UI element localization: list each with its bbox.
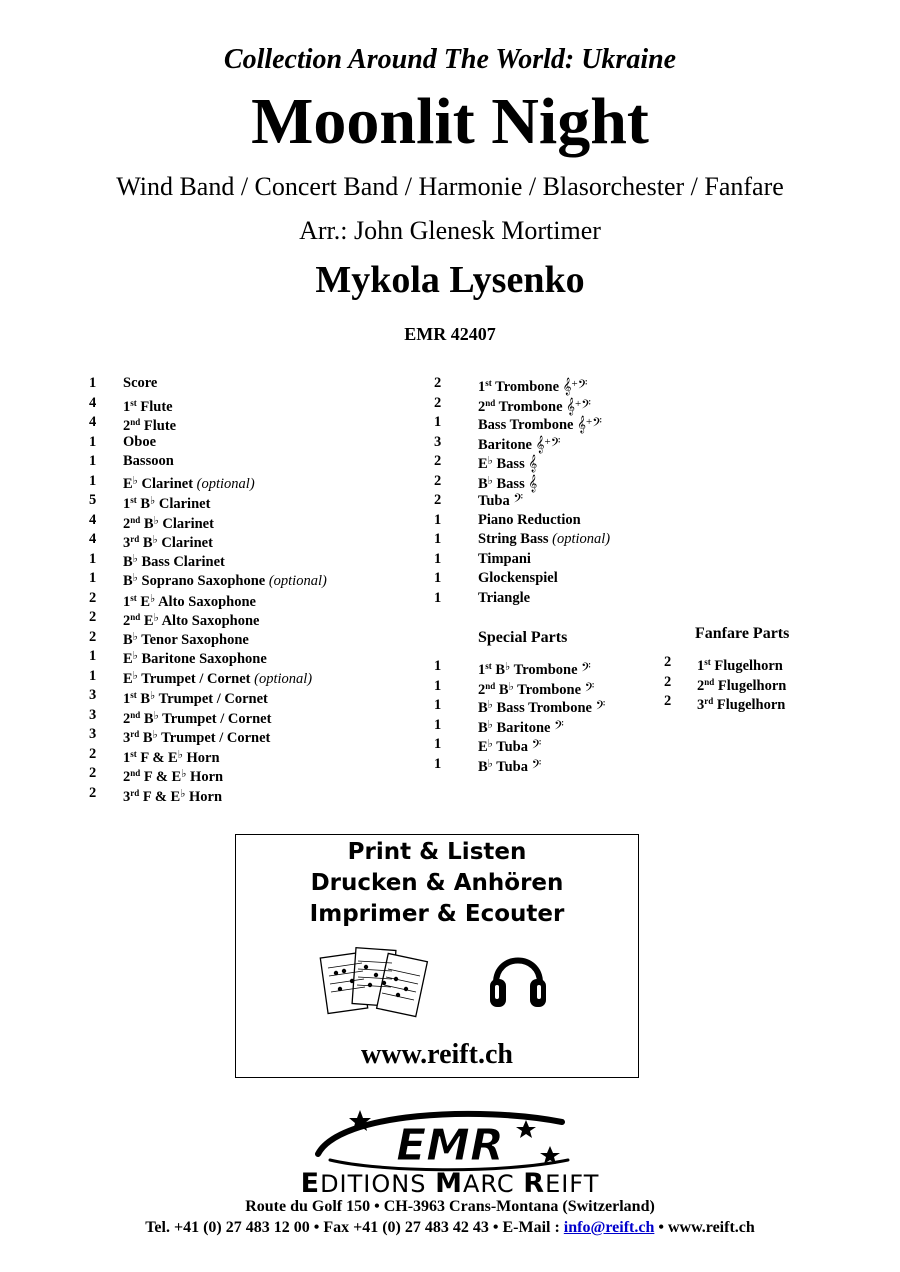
part-quantity: 4 <box>89 414 97 430</box>
part-quantity: 3 <box>89 706 97 723</box>
part-row <box>434 394 664 414</box>
part-quantity: 1 <box>434 570 442 586</box>
part-row <box>434 452 664 472</box>
part-quantity: 1 <box>434 550 442 567</box>
part-ordinal: 3 <box>123 535 131 551</box>
promo-url: www.reift.ch <box>361 1039 513 1070</box>
part-label: B <box>136 496 151 512</box>
brand-r: R <box>523 1168 546 1199</box>
part-label: Flute <box>140 418 177 434</box>
emr-logo-text: EMR <box>396 1120 504 1171</box>
special-parts-heading: Special Parts <box>478 629 568 646</box>
part-name <box>697 692 785 716</box>
part-ordinal: 1 <box>123 593 131 610</box>
part-row <box>434 569 664 589</box>
bass-clef-icon: 𝄢 <box>592 415 602 433</box>
bass-clef-icon: 𝄢 <box>550 434 561 453</box>
part-name <box>478 511 581 531</box>
treble-clef-icon: 𝄞 <box>535 434 545 453</box>
part-label: Trombone <box>491 379 563 395</box>
flat-symbol: ♭ <box>152 534 158 546</box>
part-label-rest: Trombone <box>513 681 585 698</box>
part-name <box>478 755 541 778</box>
part-row <box>89 569 419 589</box>
part-quantity: 2 <box>89 609 97 625</box>
part-quantity: 1 <box>434 658 442 674</box>
part-name <box>478 550 531 570</box>
part-label: Oboe <box>123 433 157 450</box>
part-row <box>434 550 664 570</box>
contact-phone-fax: Tel. +41 (0) 27 483 12 00 • Fax +41 (0) 27 483 42 43 • E-Mail : <box>145 1219 564 1236</box>
publisher-contact <box>0 1219 900 1237</box>
part-quantity: 2 <box>434 394 442 411</box>
part-quantity: 2 <box>434 472 442 489</box>
fanfare-parts-list <box>664 653 844 712</box>
part-row <box>89 452 419 472</box>
promo-line-3: Imprimer & Ecouter <box>309 901 565 927</box>
brand-part-1: DITIONS <box>320 1170 436 1198</box>
flat-symbol: ♭ <box>150 690 156 702</box>
part-label-rest: Clarinet <box>137 475 197 492</box>
part-ordinal: 2 <box>697 677 705 694</box>
part-label: Triangle <box>478 589 531 606</box>
part-ordinal: 2 <box>123 613 131 629</box>
part-label: Flugelhorn <box>713 697 786 713</box>
part-label: Trombone <box>495 398 567 415</box>
part-row <box>434 755 664 775</box>
part-quantity: 3 <box>434 433 442 450</box>
part-quantity: 1 <box>89 667 97 684</box>
part-row <box>89 628 419 648</box>
part-quantity: 3 <box>89 726 97 742</box>
part-label-rest: Trombone <box>510 662 582 678</box>
flat-symbol: ♭ <box>132 650 138 662</box>
part-label: Flute <box>136 398 173 415</box>
part-label: B <box>495 681 509 698</box>
ordinal-suffix: st <box>485 378 492 388</box>
part-label: E <box>123 651 133 667</box>
flat-symbol: ♭ <box>132 474 138 487</box>
part-label-rest: Trumpet / Cornet <box>155 691 268 707</box>
special-parts-list <box>434 657 664 774</box>
part-row <box>434 589 664 609</box>
parts-list-right <box>434 374 664 608</box>
part-label: Score <box>123 375 158 391</box>
part-label: E <box>136 593 151 610</box>
part-name <box>123 784 222 808</box>
optional-note: (optional) <box>552 531 611 547</box>
part-label-rest: Soprano Saxophone <box>137 573 269 589</box>
part-row <box>434 716 664 736</box>
part-row <box>434 472 664 492</box>
ordinal-suffix: st <box>130 592 137 603</box>
flat-symbol: ♭ <box>487 474 493 487</box>
flat-symbol: ♭ <box>153 709 159 722</box>
part-label: Timpani <box>478 550 531 567</box>
part-quantity: 4 <box>89 531 97 547</box>
fanfare-parts-heading: Fanfare Parts <box>695 625 790 642</box>
part-quantity: 1 <box>434 414 442 430</box>
part-quantity: 4 <box>89 511 97 528</box>
ordinal-suffix: rd <box>130 534 140 544</box>
part-row <box>89 530 419 550</box>
flat-symbol: ♭ <box>153 514 159 527</box>
part-row <box>89 784 419 804</box>
flat-symbol: ♭ <box>177 748 183 761</box>
part-ordinal: 1 <box>123 398 131 415</box>
part-ordinal: 2 <box>123 515 131 532</box>
part-label: E <box>478 456 488 472</box>
part-ordinal: 3 <box>697 697 705 713</box>
part-row <box>89 745 419 765</box>
part-label: B <box>123 553 133 570</box>
bass-clef-icon: 𝄢 <box>554 717 564 736</box>
part-row <box>434 491 664 511</box>
ordinal-suffix: nd <box>130 514 141 525</box>
clef-plus: + <box>575 397 582 410</box>
part-quantity: 1 <box>89 570 97 586</box>
part-row <box>89 706 419 726</box>
contact-website: • www.reift.ch <box>654 1219 755 1236</box>
ordinal-suffix: nd <box>485 680 496 691</box>
part-row <box>89 472 419 492</box>
part-quantity: 2 <box>89 784 97 801</box>
part-label: B <box>139 730 153 746</box>
part-label: F & E <box>136 749 178 766</box>
part-row <box>89 667 419 687</box>
part-label-rest: Bass Clarinet <box>137 553 225 570</box>
brand-m: M <box>435 1168 463 1199</box>
flat-symbol: ♭ <box>153 612 159 624</box>
part-label: Glockenspiel <box>478 570 558 586</box>
part-quantity: 1 <box>89 472 97 489</box>
part-quantity: 2 <box>89 628 97 645</box>
part-label-rest: Alto Saxophone <box>155 593 256 610</box>
promo-line-2: Drucken & Anhören <box>310 870 564 896</box>
sheet-music-icon <box>318 943 430 1023</box>
part-quantity: 2 <box>664 693 672 709</box>
part-label: B <box>140 515 154 532</box>
ordinal-suffix: nd <box>130 612 141 622</box>
part-row <box>434 511 664 531</box>
part-ordinal: 1 <box>123 691 131 707</box>
part-quantity: 1 <box>434 589 442 606</box>
part-quantity: 1 <box>89 433 97 450</box>
part-label: Bassoon <box>123 453 174 469</box>
part-ordinal: 2 <box>478 398 486 415</box>
part-label: Tuba <box>478 493 514 509</box>
ordinal-suffix: st <box>130 495 137 505</box>
ordinal-suffix: nd <box>130 709 141 720</box>
part-label: B <box>478 700 488 716</box>
part-row <box>89 647 419 667</box>
ordinal-suffix: nd <box>704 676 715 687</box>
publisher-address: Route du Golf 150 • CH-3963 Crans-Montana (Switzerland) <box>245 1198 655 1215</box>
part-quantity: 1 <box>89 648 97 664</box>
part-name <box>478 530 610 550</box>
part-quantity: 3 <box>89 687 97 703</box>
flat-symbol: ♭ <box>505 661 511 673</box>
part-label: Flugelhorn <box>714 677 787 694</box>
part-label: B <box>139 535 153 551</box>
part-row <box>89 413 419 433</box>
part-label: Flugelhorn <box>710 658 783 674</box>
flat-symbol: ♭ <box>180 787 186 800</box>
part-ordinal: 2 <box>478 681 486 698</box>
promo-line-1: Print & Listen <box>347 839 527 865</box>
part-row <box>89 725 419 745</box>
part-quantity: 1 <box>434 716 442 733</box>
part-row <box>89 491 419 511</box>
ordinal-suffix: st <box>130 748 137 759</box>
part-label-rest: Trumpet / Cornet <box>158 710 272 727</box>
part-row <box>664 673 844 693</box>
part-row <box>89 686 419 706</box>
flat-symbol: ♭ <box>132 669 138 682</box>
part-label: B <box>491 662 506 678</box>
treble-clef-icon: 𝄞 <box>528 454 538 472</box>
flat-symbol: ♭ <box>150 592 156 605</box>
part-quantity: 1 <box>89 375 97 391</box>
part-quantity: 2 <box>434 453 442 469</box>
part-label-rest: Clarinet <box>158 515 214 532</box>
part-quantity: 1 <box>434 697 442 713</box>
part-label: Piano Reduction <box>478 511 581 528</box>
flat-symbol: ♭ <box>487 455 493 467</box>
part-quantity: 1 <box>89 453 97 469</box>
part-label-rest: Baritone <box>492 719 555 736</box>
part-ordinal: 1 <box>123 749 131 766</box>
part-ordinal: 3 <box>123 788 131 805</box>
clef-plus: + <box>585 416 593 428</box>
part-row <box>434 530 664 550</box>
part-quantity: 2 <box>664 654 672 670</box>
part-label-rest: Trumpet / Cornet <box>137 670 255 687</box>
brand-part-2: ARC <box>462 1170 524 1198</box>
part-row <box>434 657 664 677</box>
composer: Mykola Lysenko <box>315 259 585 301</box>
part-quantity: 1 <box>434 511 442 528</box>
flat-symbol: ♭ <box>487 757 493 770</box>
optional-note: (optional) <box>268 573 327 589</box>
clef-plus: + <box>544 435 551 448</box>
part-label: String Bass <box>478 531 553 547</box>
part-label-rest: Tuba <box>492 758 532 775</box>
editions-marc-reift-wordmark <box>0 1168 900 1199</box>
part-quantity: 5 <box>89 492 97 508</box>
brand-part-3: EIFT <box>545 1170 600 1198</box>
part-row <box>664 692 844 712</box>
part-label-rest: Horn <box>186 769 224 785</box>
ordinal-suffix: st <box>704 657 711 667</box>
part-row <box>434 413 664 433</box>
part-label: B <box>136 691 151 707</box>
part-row <box>89 374 419 394</box>
treble-clef-icon: 𝄞 <box>562 377 572 395</box>
ordinal-suffix: nd <box>130 417 141 427</box>
part-row <box>89 589 419 609</box>
parts-list-left <box>89 374 419 803</box>
ordinal-suffix: nd <box>485 397 496 408</box>
part-row <box>89 433 419 453</box>
part-quantity: 1 <box>89 550 97 567</box>
part-label: E <box>123 475 133 492</box>
ordinal-suffix: rd <box>130 787 140 798</box>
part-label: B <box>478 475 488 492</box>
piece-title: Moonlit Night <box>251 85 649 158</box>
part-label: Baritone <box>478 436 536 453</box>
flat-symbol: ♭ <box>132 552 138 565</box>
part-row <box>89 764 419 784</box>
ordinal-suffix: nd <box>130 768 141 778</box>
arranger: Arr.: John Glenesk Mortimer <box>299 216 601 245</box>
part-ordinal: 2 <box>123 710 131 727</box>
part-label-rest: Tenor Saxophone <box>137 631 249 648</box>
ordinal-suffix: st <box>130 397 137 408</box>
treble-clef-icon: 𝄞 <box>528 473 538 492</box>
brand-e: E <box>300 1168 321 1199</box>
part-quantity: 1 <box>434 736 442 752</box>
email-link[interactable]: info@reift.ch <box>563 1219 655 1236</box>
part-label-rest: Horn <box>182 749 220 766</box>
part-label: F & E <box>140 769 182 785</box>
part-quantity: 2 <box>89 765 97 781</box>
part-name <box>478 491 523 512</box>
part-name <box>123 452 174 472</box>
flat-symbol: ♭ <box>132 630 138 643</box>
part-ordinal: 1 <box>478 662 486 678</box>
flat-symbol: ♭ <box>181 768 187 780</box>
flat-symbol: ♭ <box>487 718 493 731</box>
part-ordinal: 1 <box>123 496 131 512</box>
part-label-rest: Bass Trombone <box>492 700 596 716</box>
part-label: F & E <box>139 788 181 805</box>
part-ordinal: 2 <box>123 769 131 785</box>
part-name <box>478 569 558 589</box>
ordinal-suffix: rd <box>704 696 714 706</box>
treble-clef-icon: 𝄞 <box>577 415 586 433</box>
instrumentation: Wind Band / Concert Band / Harmonie / Blasorchester / Fanfare <box>116 172 784 201</box>
part-ordinal: 1 <box>697 658 705 674</box>
ordinal-suffix: rd <box>130 729 140 739</box>
part-row <box>664 653 844 673</box>
part-name <box>123 374 157 394</box>
part-row <box>89 394 419 414</box>
part-name <box>478 589 530 609</box>
bass-clef-icon: 𝄢 <box>577 377 588 395</box>
part-label: B <box>478 719 488 736</box>
part-label: B <box>140 710 154 727</box>
flat-symbol: ♭ <box>152 729 158 741</box>
part-row <box>434 374 664 394</box>
part-quantity: 1 <box>434 755 442 772</box>
part-name <box>123 433 156 453</box>
bass-clef-icon: 𝄢 <box>584 679 595 698</box>
part-label-rest: Clarinet <box>155 496 211 512</box>
part-quantity: 4 <box>89 394 97 411</box>
part-label-rest: Baritone Saxophone <box>137 651 267 667</box>
flat-symbol: ♭ <box>508 680 514 693</box>
ordinal-suffix: st <box>130 690 137 700</box>
part-row <box>89 608 419 628</box>
part-label: E <box>123 670 133 687</box>
part-ordinal: 2 <box>123 418 131 434</box>
part-row <box>89 511 419 531</box>
part-quantity: 2 <box>434 375 442 391</box>
part-row <box>434 677 664 697</box>
part-ordinal: 3 <box>123 730 131 746</box>
part-label: B <box>123 631 133 648</box>
part-label: E <box>478 739 488 755</box>
part-label-rest: Bass <box>492 456 529 472</box>
bass-clef-icon: 𝄢 <box>531 737 542 755</box>
print-listen-box <box>235 834 639 1078</box>
bass-clef-icon: 𝄢 <box>581 660 591 678</box>
part-quantity: 1 <box>434 531 442 547</box>
series-title: Collection Around The World: Ukraine <box>223 44 677 75</box>
catalog-number: EMR 42407 <box>404 324 496 344</box>
part-label-rest: Clarinet <box>157 535 213 551</box>
emr-logo <box>300 1108 600 1176</box>
part-label: B <box>123 573 133 589</box>
part-quantity: 1 <box>434 677 442 694</box>
headphones-icon <box>486 943 550 1011</box>
part-row <box>434 433 664 453</box>
treble-clef-icon: 𝄞 <box>566 396 576 415</box>
part-label: Bass Trombone <box>478 417 578 433</box>
part-label-rest: Alto Saxophone <box>158 613 260 629</box>
part-row <box>434 735 664 755</box>
ordinal-suffix: st <box>485 661 492 671</box>
part-label-rest: Trumpet / Cornet <box>157 730 271 746</box>
optional-note: (optional) <box>254 670 313 687</box>
part-label-rest: Horn <box>185 788 223 805</box>
part-row <box>434 696 664 716</box>
part-label: E <box>140 613 154 629</box>
part-quantity: 2 <box>89 745 97 762</box>
flat-symbol: ♭ <box>150 495 156 507</box>
part-ordinal: 1 <box>478 379 486 395</box>
bass-clef-icon: 𝄢 <box>531 756 542 775</box>
flat-symbol: ♭ <box>132 572 138 584</box>
part-quantity: 2 <box>434 492 442 508</box>
part-label-rest: Bass <box>492 475 529 492</box>
optional-note: (optional) <box>196 475 255 492</box>
flat-symbol: ♭ <box>487 738 493 750</box>
part-quantity: 2 <box>664 673 672 690</box>
bass-clef-icon: 𝄢 <box>581 396 591 415</box>
part-label: B <box>478 758 488 775</box>
part-quantity: 2 <box>89 589 97 606</box>
part-label-rest: Tuba <box>492 739 532 755</box>
bass-clef-icon: 𝄢 <box>513 491 523 509</box>
part-row <box>89 550 419 570</box>
flat-symbol: ♭ <box>487 699 493 711</box>
clef-plus: + <box>571 378 578 390</box>
bass-clef-icon: 𝄢 <box>595 698 606 716</box>
